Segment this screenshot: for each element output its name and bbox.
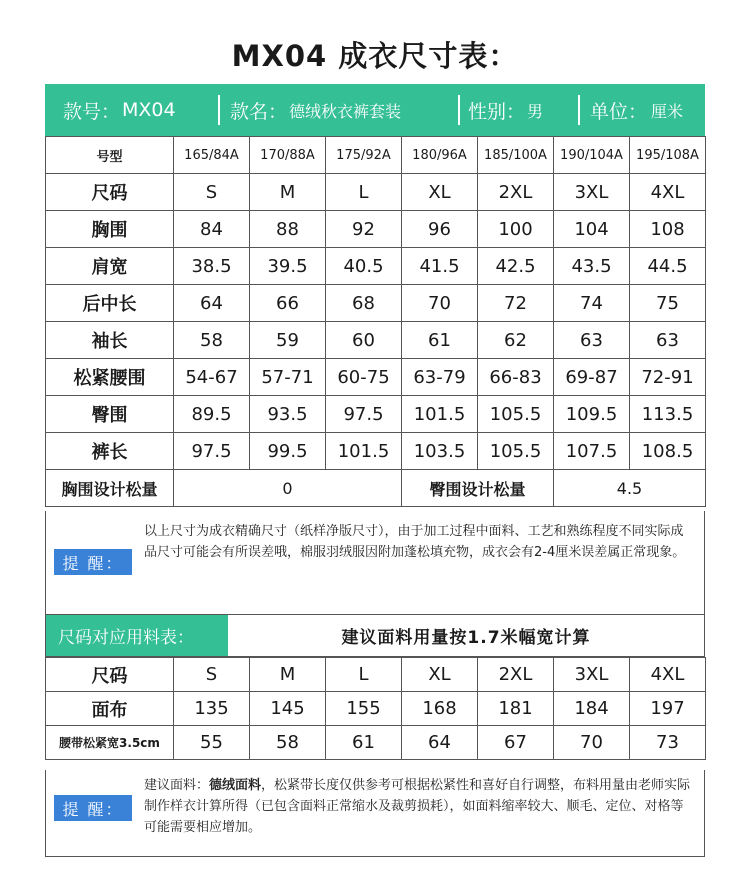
table-cell: 62 [478,322,554,359]
table-cell: 61 [402,322,478,359]
table-cell: M [250,174,326,211]
table-cell: 66-83 [478,359,554,396]
table-cell: 73 [630,726,706,760]
table-cell: 108 [630,211,706,248]
gender-value: 男 [527,101,544,121]
table-cell: 97.5 [326,396,402,433]
size-table-row [46,248,706,285]
row-label: 腰带松紧宽3.5cm [46,726,174,760]
table-cell: 88 [250,211,326,248]
table-cell: 40.5 [326,248,402,285]
row-label: 尺码 [46,658,174,692]
fabric-table [45,657,706,760]
fabric-section-header [45,615,705,657]
table-cell: 175/92A [326,137,402,174]
table-cell: 103.5 [402,433,478,470]
table-cell: 145 [250,692,326,726]
table-cell: 61 [326,726,402,760]
table-cell: 107.5 [554,433,630,470]
table-cell: 180/96A [402,137,478,174]
table-cell: 92 [326,211,402,248]
fabric-section-title: 建议面料用量按1.7米幅宽计算 [341,628,591,648]
page-title: MX04 成衣尺寸表： [231,39,519,73]
table-cell: 108.5 [630,433,706,470]
table-cell: XL [402,658,478,692]
table-cell: S [174,658,250,692]
table-cell: 64 [174,285,250,322]
info-header-bar [45,84,705,136]
table-cell: 72-91 [630,359,706,396]
table-cell: 66 [250,285,326,322]
table-cell: 70 [402,285,478,322]
fabric-reminder-text [144,775,696,838]
table-cell: 184 [554,692,630,726]
table-cell: 135 [174,692,250,726]
fabric-section-label: 尺码对应用料表： [46,615,228,656]
row-label: 胸围 [46,211,174,248]
fabric-reminder-prefix: 建议面料： [144,778,210,793]
size-table-row [46,322,706,359]
table-cell: 4XL [630,658,706,692]
table-cell: 41.5 [402,248,478,285]
style-name-group [220,84,458,136]
table-cell: M [250,658,326,692]
reminder-badge: 提 醒： [54,549,132,575]
table-cell: 100 [478,211,554,248]
row-label: 松紧腰围 [46,359,174,396]
row-label: 后中长 [46,285,174,322]
style-name-label: 款名： [230,100,288,123]
table-cell: L [326,658,402,692]
table-cell: 197 [630,692,706,726]
table-cell: 195/108A [630,137,706,174]
table-cell: 165/84A [174,137,250,174]
table-cell: 42.5 [478,248,554,285]
table-cell: 181 [478,692,554,726]
table-cell: 72 [478,285,554,322]
table-cell: 105.5 [478,433,554,470]
table-cell: 60-75 [326,359,402,396]
row-label: 号型 [46,137,174,174]
fabric-reminder-box [45,770,705,857]
gender-group [460,84,578,136]
table-cell: 69-87 [554,359,630,396]
hip-ease-value: 4.5 [554,470,706,507]
table-cell: 185/100A [478,137,554,174]
table-cell: 60 [326,322,402,359]
fabric-table-row [46,726,706,760]
table-cell: 55 [174,726,250,760]
table-cell: 89.5 [174,396,250,433]
table-cell: 58 [250,726,326,760]
table-cell: 57-71 [250,359,326,396]
size-table-row [46,285,706,322]
table-cell: 84 [174,211,250,248]
unit-group [580,84,705,136]
table-cell: 104 [554,211,630,248]
table-cell: 44.5 [630,248,706,285]
table-cell: 70 [554,726,630,760]
table-cell: 63 [630,322,706,359]
style-no-group [45,84,218,136]
table-cell: 2XL [478,658,554,692]
fabric-reminder-emphasis: 德绒面料 [209,778,262,793]
table-cell: 58 [174,322,250,359]
row-label: 臀围 [46,396,174,433]
table-cell: 97.5 [174,433,250,470]
table-cell: 64 [402,726,478,760]
size-table [45,136,706,507]
ease-row [46,470,706,507]
table-cell: 93.5 [250,396,326,433]
unit-value: 厘米 [651,101,684,121]
table-cell: 168 [402,692,478,726]
table-cell: 113.5 [630,396,706,433]
table-cell: 96 [402,211,478,248]
style-no-value: MX04 [122,99,176,121]
table-cell: 67 [478,726,554,760]
table-cell: 170/88A [250,137,326,174]
table-cell: 2XL [478,174,554,211]
row-label: 面布 [46,692,174,726]
row-label: 裤长 [46,433,174,470]
reminder-box [45,511,705,615]
style-no-label: 款号： [63,100,121,123]
hip-ease-label: 臀围设计松量 [402,470,554,507]
table-cell: 101.5 [326,433,402,470]
table-cell: XL [402,174,478,211]
table-cell: S [174,174,250,211]
table-cell: 75 [630,285,706,322]
size-table-row [46,174,706,211]
size-table-row [46,137,706,174]
table-cell: 54-67 [174,359,250,396]
table-cell: 3XL [554,174,630,211]
table-cell: 38.5 [174,248,250,285]
reminder-badge: 提 醒： [54,795,132,821]
table-cell: 101.5 [402,396,478,433]
unit-label: 单位： [590,100,648,123]
table-cell: 63 [554,322,630,359]
table-cell: 155 [326,692,402,726]
row-label: 袖长 [46,322,174,359]
table-cell: 74 [554,285,630,322]
table-cell: 43.5 [554,248,630,285]
size-table-row [46,396,706,433]
table-cell: 190/104A [554,137,630,174]
table-cell: 105.5 [478,396,554,433]
gender-label: 性别： [468,100,526,123]
fabric-table-row [46,658,706,692]
table-cell: 59 [250,322,326,359]
chest-ease-value: 0 [174,470,402,507]
chest-ease-label: 胸围设计松量 [46,470,174,507]
table-cell: 99.5 [250,433,326,470]
table-cell: 4XL [630,174,706,211]
row-label: 尺码 [46,174,174,211]
row-label: 肩宽 [46,248,174,285]
style-name-value: 德绒秋衣裤套装 [289,101,402,121]
size-table-row [46,359,706,396]
table-cell: L [326,174,402,211]
table-cell: 63-79 [402,359,478,396]
fabric-table-row [46,692,706,726]
fabric-reminder-body: ，松紧带长度仅供参考可根据松紧性和喜好自行调整，布料用量由老师实际制作样衣计算所得（已包含面料正常缩水及裁剪损耗），如面料缩率较大、顺毛、定位、对格等可能需要相应增加。 [144,778,691,835]
table-cell: 109.5 [554,396,630,433]
size-table-row [46,211,706,248]
size-table-row [46,433,706,470]
reminder-text: 以上尺寸为成衣精确尺寸（纸样净版尺寸），由于加工过程中面料、工艺和熟练程度不同实际成品尺寸可能会有所误差哦，棉服羽绒服因附加蓬松填充物，成衣会有2-4厘米误差属正常现象。 [144,524,686,560]
table-cell: 3XL [554,658,630,692]
table-cell: 39.5 [250,248,326,285]
table-cell: 68 [326,285,402,322]
